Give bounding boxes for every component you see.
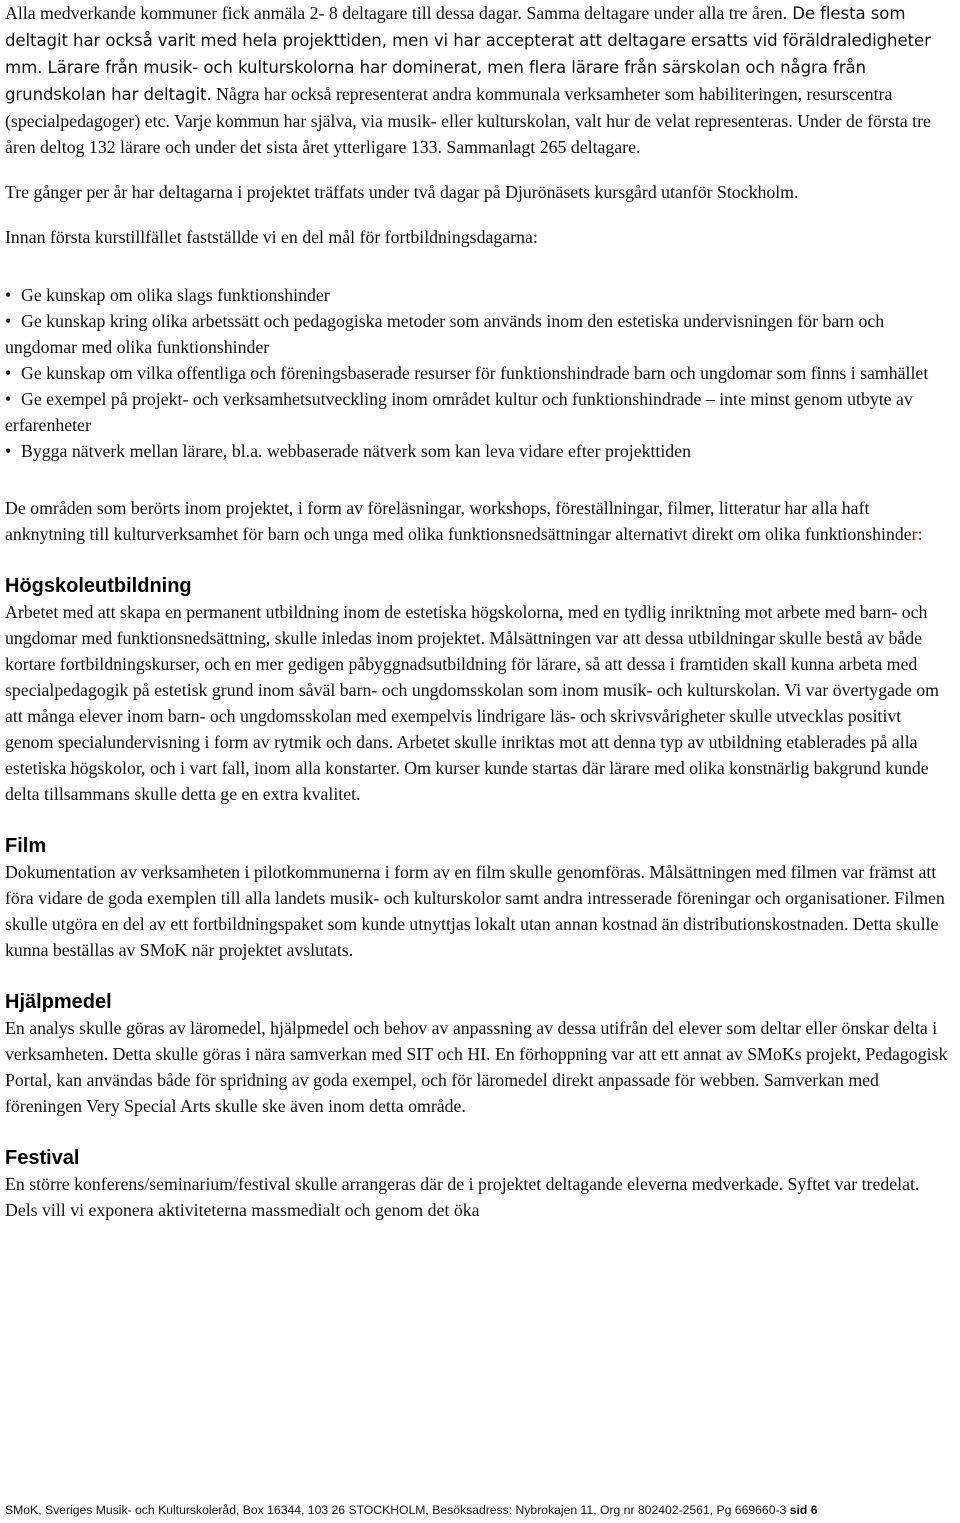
section-body-hjalpmedel: En analys skulle göras av läromedel, hjälpmedel och behov av anpassning av dessa utifrån del elever som deltar eller önskar delta i verksamheten. Detta skulle göras i nära samverkan med SIT och HI. En förhoppning var att ett annat av SMoKs projekt, Pedagogisk Portal, kan användas både för spridning av goda exempel, och för läromedel direkt anpassade för webben. Samverkan med föreningen Very Special Arts skulle ske även inom detta område. xyxy=(5,1018,948,1116)
meetings-paragraph: Tre gånger per år har deltagarna i projektet träffats under två dagar på Djurönäsets kursgård utanför Stockholm. xyxy=(5,182,799,202)
section-body-hogskoleutbildning: Arbetet med att skapa en permanent utbildning inom de estetiska högskolorna, med en tydlig inriktning mot arbete med barn- och ungdomar med funktionsnedsättning, skulle inledas inom projektet. Målsättningen var att dessa utbildningar skulle bestå av både kortare fortbildningskurser, och en mer gedigen påbyggnadsutbildning för lärare, så att dessa i framtiden skall kunna arbeta med specialpedagogik på estetisk grund inom såväl barn- och ungdomsskolan som inom musik- och kulturskolan. Vi var övertygade om att många elever inom barn- och ungdomsskolan med exempelvis lindrigare läs- och skrivsvårigheter skulle utvecklas positivt genom specialundervisning i form av rytmik och dans. Arbetet skulle inriktas mot att denna typ av utbildning etablerades på alla estetiska högskolor, och i vart fall, inom alla konstarter. Om kurser kunde startas där lärare med olika konstnärlig bakgrund kunde delta tillsammans skulle detta ge en extra kvalitet. xyxy=(5,602,939,804)
areas-last-char: r: xyxy=(911,524,923,544)
intro-sans: De flesta som deltagit har också varit med hela projekttiden, men vi har accepterat att deltagare ersatts vid föräldraledigheter mm. Lärare från musik- och kulturskolorna har dominerat, men flera lärare från särskolan och några från grundskolan har deltagit. xyxy=(5,4,931,104)
list-item: • Ge exempel på projekt- och verksamhetsutveckling inom området kultur och funktionshindrade – inte minst genom utbyte av erfarenheter xyxy=(5,386,950,438)
intro-paragraph xyxy=(5,0,950,160)
list-item: • Ge kunskap om olika slags funktionshinder xyxy=(5,282,950,308)
section-heading-festival: Festival xyxy=(5,1147,80,1169)
bullet-icon: • xyxy=(5,311,12,331)
section-heading-hjalpmedel: Hjälpmedel xyxy=(5,991,112,1013)
goals-list xyxy=(5,282,950,464)
bullet-icon: • xyxy=(5,441,12,461)
page-number: sid 6 xyxy=(789,1503,818,1517)
footer-text: SMoK, Sveriges Musik- och Kulturskoleråd, Box 16344, 103 26 STOCKHOLM, Besöksadress: Nybrokajen 11, Org nr 802402-2561, Pg 669660-3 xyxy=(5,1503,790,1517)
bullet-icon: • xyxy=(5,285,12,305)
section-heading-film: Film xyxy=(5,835,47,857)
section-body-festival: En större konferens/seminarium/festival skulle arrangeras där de i projektet deltagande eleverna medverkade. Syftet var tredelat. Dels vill vi exponera aktiviteterna massmedialt och genom det öka xyxy=(5,1174,920,1220)
goals-intro: Innan första kurstillfället fastställde vi en del mål för fortbildningsdagarna: xyxy=(5,227,538,247)
list-item: • Bygga nätverk mellan lärare, bl.a. webbaserade nätverk som kan leva vidare efter projekttiden xyxy=(5,438,950,464)
intro-serif-1: Alla medverkande kommuner fick anmäla 2- 8 deltagare till dessa dagar. Samma deltagare under alla tre åren. xyxy=(5,3,788,23)
list-item: • Ge kunskap om vilka offentliga och föreningsbaserade resurser för funktionshindrade barn och ungdomar som finns i samhället xyxy=(5,360,950,386)
areas-paragraph: De områden som berörts inom projektet, i form av föreläsningar, workshops, föreställningar, filmer, litteratur har alla haft anknytning till kulturverksamhet för barn och unga med olika funktionsnedsättningar alternativt direkt om olika funktionshinder: xyxy=(5,498,923,544)
list-item: • Ge kunskap kring olika arbetssätt och pedagogiska metoder som används inom den estetiska undervisningen för barn och ungdomar med olika funktionshinder xyxy=(5,308,950,360)
section-body-film: Dokumentation av verksamheten i pilotkommunerna i form av en film skulle genomföras. Målsättningen med filmen var främst att föra vidare de goda exemplen till alla landets musik- och kulturskolor samt andra intresserade föreningar och organisationer. Filmen skulle utgöra en del av ett fortbildningspaket som kunde utnyttjas lokalt utan annan kostnad än distributionskostnaden. Detta skulle kunna beställas av SMoK när projektet avslutats. xyxy=(5,862,945,960)
intro-serif-2: Några har också representerat andra kommunala verksamheter som habiliteringen, resurscentra (specialpedagoger) etc. Varje kommun har själva, via musik- eller kulturskolan, valt hur de velat representeras. Under de första tre åren deltog 132 lärare och under det sista året ytterligare 133. Sammanlagt 265 deltagare. xyxy=(5,84,931,157)
page-footer xyxy=(5,1502,950,1518)
bullet-icon: • xyxy=(5,363,12,383)
bullet-icon: • xyxy=(5,389,12,409)
section-heading-hogskoleutbildning: Högskoleutbildning xyxy=(5,575,192,597)
document-page xyxy=(5,0,950,1223)
